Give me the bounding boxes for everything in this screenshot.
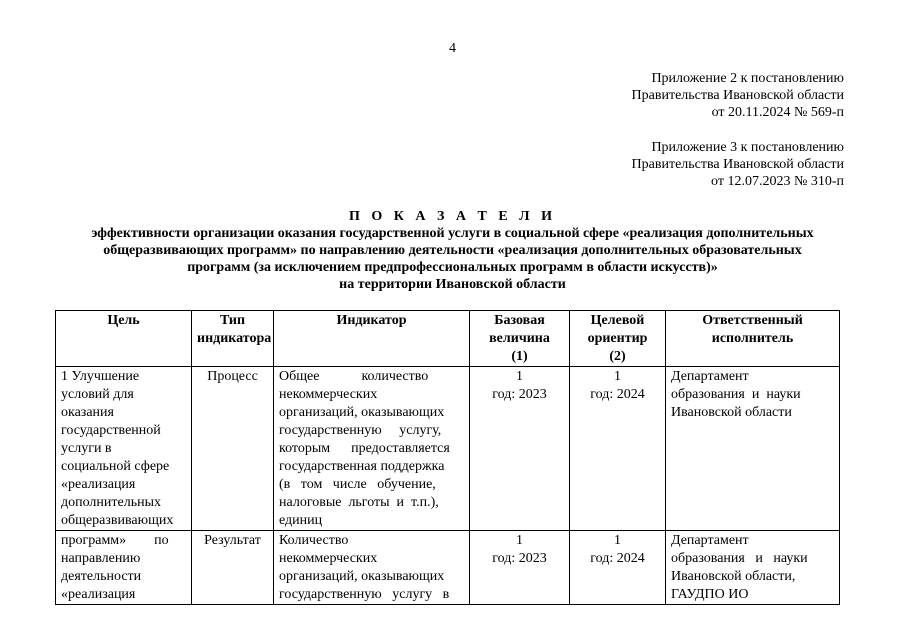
cell-base-value: 1 год: 2023: [470, 367, 570, 531]
header-indicator: Индикатор: [274, 311, 470, 367]
appendix-2-reference: [632, 70, 844, 121]
appendix-line: Приложение 2 к постановлению: [651, 71, 844, 86]
cell-target: 1 год: 2024: [570, 531, 666, 605]
document-heading: [40, 208, 865, 293]
heading-title: П О К А З А Т Е Л И: [348, 209, 557, 224]
appendix-line: Правительства Ивановской области: [631, 88, 844, 103]
appendix-line: Правительства Ивановской области: [631, 157, 844, 172]
header-responsible: Ответственный исполнитель: [666, 311, 840, 367]
appendix-3-reference: [632, 139, 844, 190]
header-target: Целевой ориентир (2): [570, 311, 666, 367]
cell-responsible: Департамент образования и науки Ивановской области, ГАУДПО ИО: [666, 531, 840, 605]
cell-indicator-type: Процесс: [192, 367, 274, 531]
table-row: [56, 367, 840, 531]
cell-base-value: 1 год: 2023: [470, 531, 570, 605]
cell-goal: 1 Улучшение условий для оказания государственной услуги в социальной сфере «реализация дополнительных общеразвивающих: [56, 367, 192, 531]
header-goal: Цель: [56, 311, 192, 367]
indicators-table: [55, 310, 840, 605]
appendix-line: от 20.11.2024 № 569-п: [711, 105, 844, 120]
cell-indicator-type: Результат: [192, 531, 274, 605]
appendix-line: от 12.07.2023 № 310-п: [711, 174, 844, 189]
header-indicator-type: Тип индикатора: [192, 311, 274, 367]
table-row: [56, 531, 840, 605]
cell-target: 1 год: 2024: [570, 367, 666, 531]
heading-line: на территории Ивановской области: [339, 277, 566, 292]
appendix-line: Приложение 3 к постановлению: [651, 140, 844, 155]
heading-line: программ (за исключением предпрофессиональных программ в области искусств)»: [187, 260, 718, 275]
cell-indicator: Общее количество некоммерческих организаций, оказывающих государственную услугу, которым предоставляется государственная поддержка (в том числе обучение, налоговые льготы и т.п.), единиц: [274, 367, 470, 531]
cell-indicator: Количество некоммерческих организаций, оказывающих государственную услугу в: [274, 531, 470, 605]
cell-goal: программ» по направлению деятельности «реализация: [56, 531, 192, 605]
heading-line: общеразвивающих программ» по направлению деятельности «реализация дополнительных образовательных: [103, 243, 802, 258]
table-header-row: [56, 311, 840, 367]
page-number: 4: [449, 41, 456, 56]
heading-line: эффективности организации оказания государственной услуги в социальной сфере «реализация дополнительных: [91, 226, 814, 241]
cell-responsible: Департамент образования и науки Ивановской области: [666, 367, 840, 531]
header-base-value: Базовая величина (1): [470, 311, 570, 367]
